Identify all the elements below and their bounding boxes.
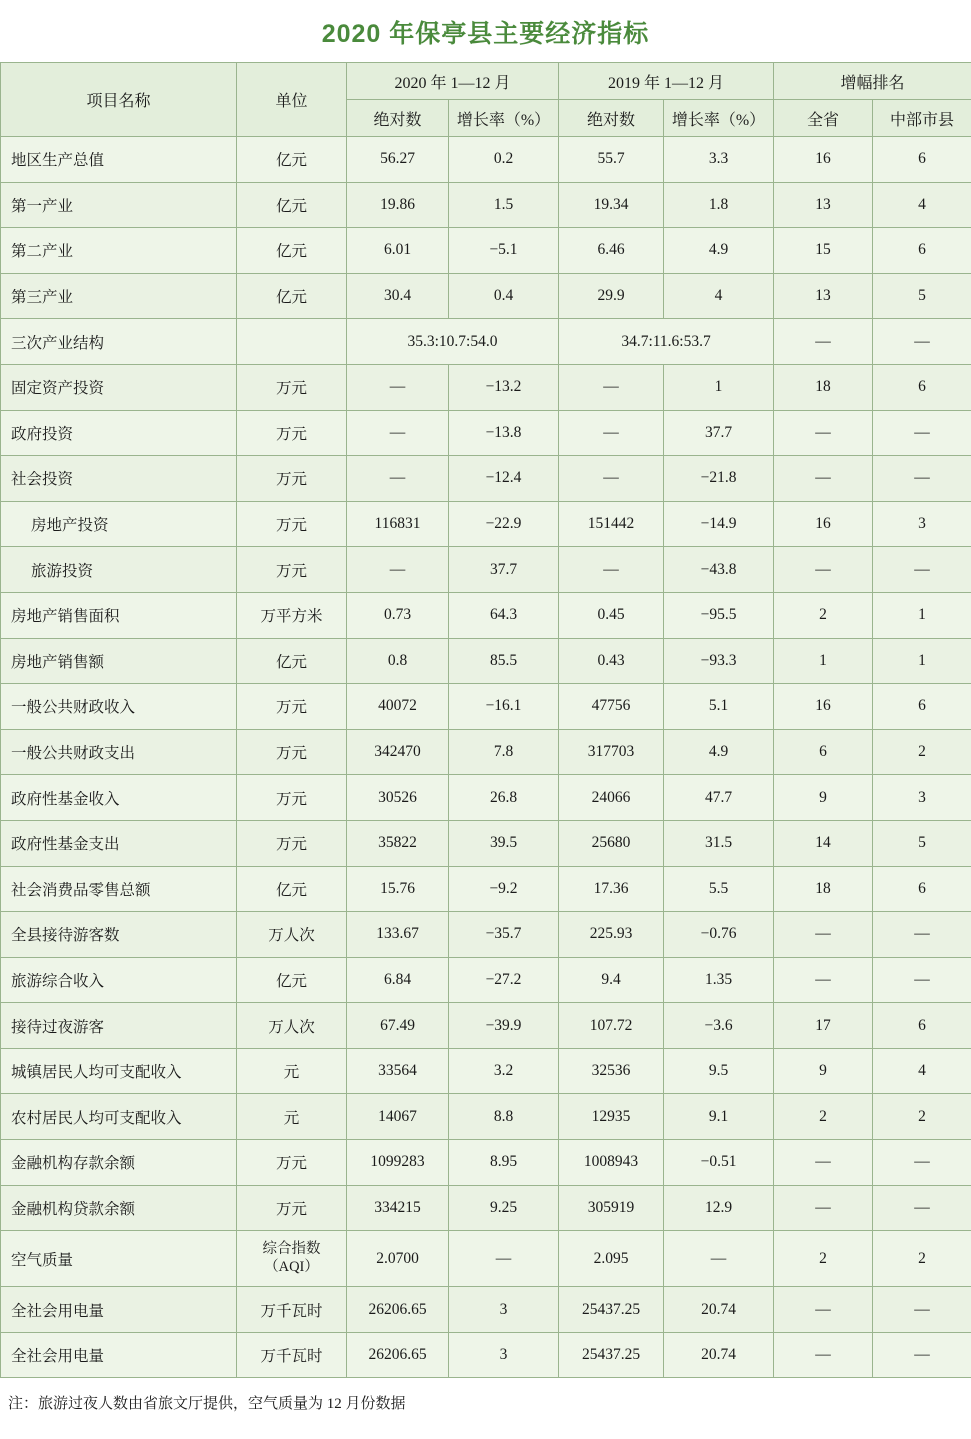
row-2020-growth: −12.4 bbox=[449, 456, 559, 502]
row-rank-central: 6 bbox=[873, 1003, 971, 1049]
row-rank-province: 18 bbox=[774, 364, 873, 410]
row-2020-absolute: — bbox=[347, 410, 449, 456]
row-item-name: 金融机构存款余额 bbox=[1, 1140, 237, 1186]
row-rank-province: 13 bbox=[774, 273, 873, 319]
row-unit: 元 bbox=[237, 1048, 347, 1094]
economic-indicators-table bbox=[0, 62, 971, 1378]
row-2019-growth: 20.74 bbox=[664, 1332, 774, 1378]
row-rank-central: 4 bbox=[873, 182, 971, 228]
row-2019-growth: −3.6 bbox=[664, 1003, 774, 1049]
row-2019-absolute: 107.72 bbox=[559, 1003, 664, 1049]
row-item-name: 旅游投资 bbox=[1, 547, 237, 593]
row-unit: 万千瓦时 bbox=[237, 1332, 347, 1378]
row-2020-absolute: 6.84 bbox=[347, 957, 449, 1003]
table-row bbox=[1, 729, 971, 775]
row-2019-absolute: 25680 bbox=[559, 820, 664, 866]
row-2019-growth: 5.5 bbox=[664, 866, 774, 912]
row-2019-absolute: 317703 bbox=[559, 729, 664, 775]
row-2020-growth: 9.25 bbox=[449, 1185, 559, 1231]
row-unit: 亿元 bbox=[237, 866, 347, 912]
row-2020-absolute: 133.67 bbox=[347, 912, 449, 958]
row-item-name: 社会投资 bbox=[1, 456, 237, 502]
row-2020-absolute: 56.27 bbox=[347, 137, 449, 183]
row-2019-growth: −21.8 bbox=[664, 456, 774, 502]
row-unit: 亿元 bbox=[237, 137, 347, 183]
table-row bbox=[1, 592, 971, 638]
row-2019-growth: 4 bbox=[664, 273, 774, 319]
row-2019-growth: 4.9 bbox=[664, 729, 774, 775]
row-2020-growth: 0.4 bbox=[449, 273, 559, 319]
row-rank-province: — bbox=[774, 1185, 873, 1231]
table-row bbox=[1, 820, 971, 866]
row-2019-absolute: 305919 bbox=[559, 1185, 664, 1231]
row-item-name: 政府投资 bbox=[1, 410, 237, 456]
table-head bbox=[1, 63, 971, 137]
row-2020-growth: — bbox=[449, 1231, 559, 1287]
row-unit: 万元 bbox=[237, 775, 347, 821]
row-2020-absolute: 30.4 bbox=[347, 273, 449, 319]
row-2020-absolute: 26206.65 bbox=[347, 1332, 449, 1378]
row-item-name: 第三产业 bbox=[1, 273, 237, 319]
row-2020-absolute: 26206.65 bbox=[347, 1287, 449, 1333]
row-item-name: 城镇居民人均可支配收入 bbox=[1, 1048, 237, 1094]
row-rank-central: 2 bbox=[873, 1231, 971, 1287]
row-rank-province: 13 bbox=[774, 182, 873, 228]
row-2019-growth: 31.5 bbox=[664, 820, 774, 866]
row-unit: 万元 bbox=[237, 1185, 347, 1231]
row-rank-province: — bbox=[774, 912, 873, 958]
row-item-name: 金融机构贷款余额 bbox=[1, 1185, 237, 1231]
table-row bbox=[1, 273, 971, 319]
header-rank-central: 中部市县 bbox=[873, 100, 971, 137]
row-2020-absolute: 40072 bbox=[347, 684, 449, 730]
table-row bbox=[1, 1048, 971, 1094]
row-item-name: 政府性基金支出 bbox=[1, 820, 237, 866]
row-rank-central: 6 bbox=[873, 228, 971, 274]
table-row bbox=[1, 775, 971, 821]
row-2020-absolute: — bbox=[347, 547, 449, 593]
row-2019-absolute: 32536 bbox=[559, 1048, 664, 1094]
row-2020-absolute: 342470 bbox=[347, 729, 449, 775]
row-rank-central: 6 bbox=[873, 866, 971, 912]
row-2020-growth: 26.8 bbox=[449, 775, 559, 821]
row-unit: 万人次 bbox=[237, 1003, 347, 1049]
row-unit: 万元 bbox=[237, 547, 347, 593]
row-2019-growth: 5.1 bbox=[664, 684, 774, 730]
row-unit: 万元 bbox=[237, 410, 347, 456]
header-item-name: 项目名称 bbox=[1, 63, 237, 137]
row-rank-central: — bbox=[873, 1140, 971, 1186]
row-2019-absolute: 29.9 bbox=[559, 273, 664, 319]
row-2019-absolute: 19.34 bbox=[559, 182, 664, 228]
row-rank-province: 15 bbox=[774, 228, 873, 274]
row-unit-line1: 综合指数 bbox=[262, 1241, 321, 1258]
row-rank-central: 3 bbox=[873, 775, 971, 821]
table-row bbox=[1, 912, 971, 958]
table-row bbox=[1, 456, 971, 502]
row-2019-absolute: 9.4 bbox=[559, 957, 664, 1003]
row-2019-absolute: 47756 bbox=[559, 684, 664, 730]
row-unit: 元 bbox=[237, 1094, 347, 1140]
row-rank-central: 6 bbox=[873, 137, 971, 183]
row-rank-central: 6 bbox=[873, 364, 971, 410]
row-2020-absolute: 6.01 bbox=[347, 228, 449, 274]
table-row bbox=[1, 547, 971, 593]
row-2020-growth: −22.9 bbox=[449, 501, 559, 547]
row-item-name: 第一产业 bbox=[1, 182, 237, 228]
row-rank-central: 1 bbox=[873, 638, 971, 684]
row-rank-central: 5 bbox=[873, 820, 971, 866]
table-row bbox=[1, 228, 971, 274]
table-row bbox=[1, 410, 971, 456]
table-row bbox=[1, 1185, 971, 1231]
row-unit: 万元 bbox=[237, 729, 347, 775]
row-rank-central: 6 bbox=[873, 684, 971, 730]
row-2020-absolute: — bbox=[347, 456, 449, 502]
table-row bbox=[1, 364, 971, 410]
row-2020-absolute: 2.0700 bbox=[347, 1231, 449, 1287]
row-2020-absolute: 334215 bbox=[347, 1185, 449, 1231]
row-2019-absolute: 0.45 bbox=[559, 592, 664, 638]
row-rank-province: 9 bbox=[774, 775, 873, 821]
row-unit: 亿元 bbox=[237, 638, 347, 684]
row-rank-central: 2 bbox=[873, 729, 971, 775]
row-2019-structure: 34.7:11.6:53.7 bbox=[559, 319, 774, 365]
row-2019-absolute: — bbox=[559, 364, 664, 410]
header-2019-growth: 增长率（%） bbox=[664, 100, 774, 137]
header-group-2019: 2019 年 1—12 月 bbox=[559, 63, 774, 100]
row-rank-central: 3 bbox=[873, 501, 971, 547]
row-unit: 万人次 bbox=[237, 912, 347, 958]
row-rank-central: 2 bbox=[873, 1094, 971, 1140]
row-2020-growth: 37.7 bbox=[449, 547, 559, 593]
row-2019-growth: 47.7 bbox=[664, 775, 774, 821]
row-2020-absolute: — bbox=[347, 364, 449, 410]
row-item-name: 三次产业结构 bbox=[1, 319, 237, 365]
row-rank-central: — bbox=[873, 456, 971, 502]
header-group-rank: 增幅排名 bbox=[774, 63, 971, 100]
row-item-name: 农村居民人均可支配收入 bbox=[1, 1094, 237, 1140]
row-unit-line2: （AQI） bbox=[264, 1258, 319, 1275]
row-2020-growth: 7.8 bbox=[449, 729, 559, 775]
row-2019-absolute: — bbox=[559, 456, 664, 502]
row-2020-absolute: 0.8 bbox=[347, 638, 449, 684]
row-2020-absolute: 33564 bbox=[347, 1048, 449, 1094]
row-rank-province: 2 bbox=[774, 1231, 873, 1287]
row-item-name: 一般公共财政支出 bbox=[1, 729, 237, 775]
row-item-name: 房地产销售额 bbox=[1, 638, 237, 684]
row-rank-province: — bbox=[774, 456, 873, 502]
row-item-name: 第二产业 bbox=[1, 228, 237, 274]
row-2020-growth: 85.5 bbox=[449, 638, 559, 684]
row-rank-province: — bbox=[774, 1287, 873, 1333]
row-2019-growth: −95.5 bbox=[664, 592, 774, 638]
table-row bbox=[1, 1003, 971, 1049]
row-2020-structure: 35.3:10.7:54.0 bbox=[347, 319, 559, 365]
row-rank-province: 16 bbox=[774, 501, 873, 547]
row-rank-province: — bbox=[774, 1140, 873, 1186]
row-rank-province: 6 bbox=[774, 729, 873, 775]
row-2020-absolute: 35822 bbox=[347, 820, 449, 866]
row-item-name: 全县接待游客数 bbox=[1, 912, 237, 958]
row-rank-central: — bbox=[873, 319, 971, 365]
row-2019-growth: 4.9 bbox=[664, 228, 774, 274]
row-2020-growth: −16.1 bbox=[449, 684, 559, 730]
row-rank-province: 14 bbox=[774, 820, 873, 866]
row-rank-central: — bbox=[873, 957, 971, 1003]
row-2020-growth: −5.1 bbox=[449, 228, 559, 274]
row-2020-growth: 3.2 bbox=[449, 1048, 559, 1094]
row-2020-growth: −35.7 bbox=[449, 912, 559, 958]
row-rank-central: — bbox=[873, 912, 971, 958]
row-2019-absolute: 25437.25 bbox=[559, 1287, 664, 1333]
table-row bbox=[1, 1140, 971, 1186]
row-2019-absolute: — bbox=[559, 410, 664, 456]
row-2020-absolute: 30526 bbox=[347, 775, 449, 821]
header-rank-province: 全省 bbox=[774, 100, 873, 137]
row-item-name: 接待过夜游客 bbox=[1, 1003, 237, 1049]
row-2019-growth: 1.35 bbox=[664, 957, 774, 1003]
row-2019-growth: 37.7 bbox=[664, 410, 774, 456]
row-unit: 万元 bbox=[237, 1140, 347, 1186]
page-title: 2020 年保亭县主要经济指标 bbox=[321, 20, 650, 48]
row-2019-absolute: 225.93 bbox=[559, 912, 664, 958]
row-unit: 万元 bbox=[237, 501, 347, 547]
row-2020-absolute: 67.49 bbox=[347, 1003, 449, 1049]
row-rank-central: 5 bbox=[873, 273, 971, 319]
row-2019-absolute: 12935 bbox=[559, 1094, 664, 1140]
row-2020-growth: −27.2 bbox=[449, 957, 559, 1003]
table-row bbox=[1, 137, 971, 183]
header-unit: 单位 bbox=[237, 63, 347, 137]
row-unit: 万平方米 bbox=[237, 592, 347, 638]
row-rank-central: 4 bbox=[873, 1048, 971, 1094]
row-2019-growth: −93.3 bbox=[664, 638, 774, 684]
row-2020-growth: 8.95 bbox=[449, 1140, 559, 1186]
row-unit: 万元 bbox=[237, 456, 347, 502]
row-item-name: 旅游综合收入 bbox=[1, 957, 237, 1003]
table-body bbox=[1, 137, 971, 1378]
row-item-name: 全社会用电量 bbox=[1, 1287, 237, 1333]
row-item-name: 政府性基金收入 bbox=[1, 775, 237, 821]
table-note: 注：旅游过夜人数由省旅文厅提供，空气质量为 12 月份数据 bbox=[8, 1396, 406, 1413]
row-2020-growth: 8.8 bbox=[449, 1094, 559, 1140]
row-unit bbox=[237, 1231, 347, 1287]
row-2019-absolute: 151442 bbox=[559, 501, 664, 547]
row-2020-growth: −13.8 bbox=[449, 410, 559, 456]
row-rank-province: — bbox=[774, 957, 873, 1003]
row-item-name: 地区生产总值 bbox=[1, 137, 237, 183]
header-2019-absolute: 绝对数 bbox=[559, 100, 664, 137]
row-rank-province: — bbox=[774, 547, 873, 593]
row-2019-absolute: 25437.25 bbox=[559, 1332, 664, 1378]
row-2019-absolute: 55.7 bbox=[559, 137, 664, 183]
row-2020-growth: 3 bbox=[449, 1287, 559, 1333]
row-2020-absolute: 15.76 bbox=[347, 866, 449, 912]
row-rank-central: — bbox=[873, 1185, 971, 1231]
row-item-name: 房地产销售面积 bbox=[1, 592, 237, 638]
row-item-name: 全社会用电量 bbox=[1, 1332, 237, 1378]
row-2019-growth: 3.3 bbox=[664, 137, 774, 183]
row-unit: 万元 bbox=[237, 684, 347, 730]
table-row bbox=[1, 1332, 971, 1378]
table-row bbox=[1, 182, 971, 228]
row-rank-province: 17 bbox=[774, 1003, 873, 1049]
row-item-name: 空气质量 bbox=[1, 1231, 237, 1287]
row-item-name: 一般公共财政收入 bbox=[1, 684, 237, 730]
row-2020-growth: 3 bbox=[449, 1332, 559, 1378]
row-rank-province: 2 bbox=[774, 1094, 873, 1140]
table-row bbox=[1, 866, 971, 912]
row-2020-growth: −13.2 bbox=[449, 364, 559, 410]
row-2019-absolute: 6.46 bbox=[559, 228, 664, 274]
row-2020-growth: 0.2 bbox=[449, 137, 559, 183]
row-rank-central: 1 bbox=[873, 592, 971, 638]
row-2019-growth: −0.51 bbox=[664, 1140, 774, 1186]
row-item-name: 固定资产投资 bbox=[1, 364, 237, 410]
table-row bbox=[1, 501, 971, 547]
table-row bbox=[1, 1287, 971, 1333]
table-row bbox=[1, 957, 971, 1003]
row-rank-province: 18 bbox=[774, 866, 873, 912]
row-2020-growth: 1.5 bbox=[449, 182, 559, 228]
row-unit: 亿元 bbox=[237, 182, 347, 228]
row-item-name: 房地产投资 bbox=[1, 501, 237, 547]
row-2019-growth: — bbox=[664, 1231, 774, 1287]
row-2019-absolute: 2.095 bbox=[559, 1231, 664, 1287]
row-unit: 亿元 bbox=[237, 957, 347, 1003]
row-2019-growth: 1 bbox=[664, 364, 774, 410]
table-row bbox=[1, 1231, 971, 1287]
row-2019-growth: 1.8 bbox=[664, 182, 774, 228]
row-rank-province: — bbox=[774, 410, 873, 456]
row-rank-central: — bbox=[873, 1287, 971, 1333]
table-header-row-1 bbox=[1, 63, 971, 100]
row-2020-absolute: 116831 bbox=[347, 501, 449, 547]
row-rank-province: 16 bbox=[774, 684, 873, 730]
row-2019-absolute: 0.43 bbox=[559, 638, 664, 684]
row-2019-growth: −14.9 bbox=[664, 501, 774, 547]
row-2020-absolute: 14067 bbox=[347, 1094, 449, 1140]
row-rank-province: 2 bbox=[774, 592, 873, 638]
row-rank-province: — bbox=[774, 319, 873, 365]
row-unit: 亿元 bbox=[237, 273, 347, 319]
header-2020-absolute: 绝对数 bbox=[347, 100, 449, 137]
table-row bbox=[1, 319, 971, 365]
row-2019-growth: −0.76 bbox=[664, 912, 774, 958]
row-unit: 万元 bbox=[237, 820, 347, 866]
row-2020-absolute: 0.73 bbox=[347, 592, 449, 638]
row-unit: 万千瓦时 bbox=[237, 1287, 347, 1333]
row-rank-central: — bbox=[873, 1332, 971, 1378]
row-2020-growth: 39.5 bbox=[449, 820, 559, 866]
row-2020-growth: 64.3 bbox=[449, 592, 559, 638]
row-2019-growth: 9.1 bbox=[664, 1094, 774, 1140]
row-2020-growth: −9.2 bbox=[449, 866, 559, 912]
row-unit: 亿元 bbox=[237, 228, 347, 274]
row-rank-province: 1 bbox=[774, 638, 873, 684]
row-rank-province: 9 bbox=[774, 1048, 873, 1094]
header-2020-growth: 增长率（%） bbox=[449, 100, 559, 137]
row-2020-absolute: 19.86 bbox=[347, 182, 449, 228]
table-row bbox=[1, 1094, 971, 1140]
row-unit bbox=[237, 319, 347, 365]
row-item-name: 社会消费品零售总额 bbox=[1, 866, 237, 912]
row-2019-absolute: — bbox=[559, 547, 664, 593]
row-2019-growth: 9.5 bbox=[664, 1048, 774, 1094]
row-2020-growth: −39.9 bbox=[449, 1003, 559, 1049]
row-rank-province: 16 bbox=[774, 137, 873, 183]
row-2019-absolute: 24066 bbox=[559, 775, 664, 821]
table-row bbox=[1, 638, 971, 684]
row-2019-absolute: 17.36 bbox=[559, 866, 664, 912]
row-unit: 万元 bbox=[237, 364, 347, 410]
row-2019-growth: −43.8 bbox=[664, 547, 774, 593]
header-group-2020: 2020 年 1—12 月 bbox=[347, 63, 559, 100]
row-2019-absolute: 1008943 bbox=[559, 1140, 664, 1186]
row-2019-growth: 20.74 bbox=[664, 1287, 774, 1333]
row-rank-central: — bbox=[873, 547, 971, 593]
row-2020-absolute: 1099283 bbox=[347, 1140, 449, 1186]
table-row bbox=[1, 684, 971, 730]
row-2019-growth: 12.9 bbox=[664, 1185, 774, 1231]
row-rank-central: — bbox=[873, 410, 971, 456]
row-rank-province: — bbox=[774, 1332, 873, 1378]
